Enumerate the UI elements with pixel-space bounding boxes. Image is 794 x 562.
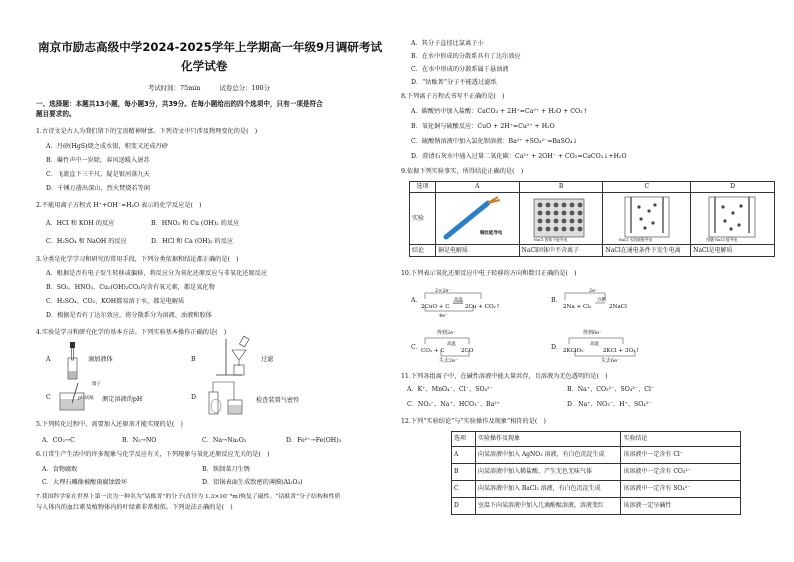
q3-option-a: A．根据是否有电子发生转移或偏移，将反应分为氧化还原反应与非氧化还原反应: [46, 270, 268, 277]
q9-exp-a: [435, 193, 519, 245]
liquid: [69, 371, 77, 379]
school-title: 南京市励志高级中学2024-2025学年上学期高一年级9月调研考试: [38, 40, 383, 54]
q6-option-b: B．铁制菜刀生锈: [202, 466, 250, 473]
q12-header-option: 选项: [452, 432, 476, 447]
q10-d-label: D．: [551, 344, 563, 351]
q11-option-b: B．Na⁺、CO₃²⁻、SO₄²⁻、Cl⁻: [567, 386, 655, 393]
q10-a-label: A．: [411, 297, 422, 304]
hand-icon: [211, 399, 221, 413]
q6-option-d: D．铝锅表面生成致密的薄膜(Al₂O₃): [202, 479, 303, 486]
q4-caption-b: 过滤: [261, 356, 274, 363]
q9-header-option: 选项: [410, 182, 436, 193]
q9-exp-b: [519, 193, 603, 245]
q4-caption-a: 滴加液体: [88, 356, 113, 363]
q10-d-lhs: 2KClO₃: [563, 348, 584, 354]
q5-option-c: C．Na→Na₂O₂: [202, 437, 247, 444]
q12-row-a-op: 向某溶液中加入 AgNO₃ 溶液，有白色沉淀生成: [475, 447, 620, 464]
img-label-a: 铜丝能导电: [479, 231, 503, 236]
q1-stem: 1.古诗文是古人为我们留下的宝贵精神财富。下列诗文中只涉及物理变化的是( ): [36, 128, 258, 135]
q12-row-c-conc: 该溶液中一定含有 SO₄²⁻: [621, 481, 741, 498]
q2-stem: 2.不能用离子方程式 H⁺+OH⁻=H₂O 表示的化学反应是( ): [36, 202, 202, 209]
q4-caption-d: 检查装置气密性: [256, 397, 300, 404]
q9-stem: 9.依据下列实验事实，所得结论正确的是( ): [401, 168, 524, 175]
table-row: [452, 498, 741, 515]
q3-option-b: B．SO₂、HNO₃、Cu₂(OH)₂CO₃均含有氧元素，都是氧化物: [46, 284, 215, 291]
q9-conclusion-c: NaCl在通电条件下发生电离: [603, 245, 691, 257]
q9-exp-d: [691, 193, 775, 245]
q4-label-d: D: [191, 394, 196, 401]
q9-header-d: D: [691, 182, 775, 193]
q12-row-a-opt: A: [452, 447, 476, 464]
beaker: [234, 365, 244, 375]
q9-table: [409, 181, 775, 257]
q5-option-d: D．Fe²⁺→Fe(OH)₃: [286, 437, 342, 444]
q8-option-c: C．硫酸钠溶液中加入氯化钡溶液：Ba²⁺ +SO₄²⁻=BaSO₄↓: [411, 138, 578, 145]
q7-option-d: D．“钴酞菁”分子不能透过滤纸: [411, 79, 497, 86]
copper-wire-image: [438, 195, 518, 243]
q9-header-b: B: [519, 182, 603, 193]
table-row: [452, 464, 741, 481]
q12-row-b-conc: 该溶液中一定含有 CO₃²⁻: [621, 464, 741, 481]
q10-c-rhs: 2CO: [461, 348, 474, 354]
q1-option-b: B．爆竹声中一岁除，春风送暖入屠苏: [46, 157, 150, 164]
q12-row-d-conc: 该溶液一定呈碱性: [621, 498, 741, 515]
img-label-c: NaCl 水溶液能导电: [618, 237, 653, 242]
exam-meta: 考试时间：75min 试卷总分：100分: [148, 84, 271, 92]
img-label-b: NaCl 固体不能导电: [533, 237, 568, 242]
q9-exp-c: [603, 193, 691, 245]
q8-option-b: B．氧化铜与硫酸反应：CuO + 2H⁺=Cu²⁺ + H₂O: [411, 123, 555, 130]
q3-option-c: C．H₂SO₄、CO₂、KOH都易溶于水，都是电解质: [46, 298, 185, 305]
q10-c-lhs: CO₂ + C: [421, 348, 445, 354]
q5-stem: 5.下列转化过程中，需要加入还原剂才能实现的是( ): [36, 421, 183, 428]
q10-a-lhs: 2CuO + C: [421, 304, 450, 310]
tweezers-label: 镊子: [92, 382, 101, 387]
q11-option-a: A．K⁺、MnO₄⁻、Cl⁻、SO₄²⁻: [407, 386, 493, 393]
q4-stem: 4.实验是学习和研究化学的基本方法。下列实验基本操作正确的是( ): [36, 329, 227, 336]
q10-a-bottom: 4e⁻: [439, 313, 448, 319]
q7-option-c: C．在水中形成的分散系属于悬浊液: [411, 66, 509, 73]
funnel: [232, 350, 246, 360]
q7-stem-2: 与人体内的血红素及植物体内的叶绿素非常相似。下列说法正确的是( ): [36, 504, 233, 511]
q6-stem: 6.日常生产生活中的许多现象与化学反应有关，下列现象与氧化还原反应无关的是( ): [36, 451, 270, 458]
q7-option-a: A．其分子直径比氯离子小: [411, 40, 484, 47]
q10-d-bottom: 失去6e⁻: [601, 358, 620, 364]
q1-option-d: D．千锤万凿出深山，烈火焚烧若等闲: [46, 185, 150, 192]
q6-option-a: A．食物腐败: [42, 466, 78, 473]
q9-conclusion-b: NaCl固体中不含离子: [519, 245, 603, 257]
q11-option-d: D．Na⁺、NO₃⁻、H⁺、SO₄²⁻: [567, 401, 652, 408]
dropper-bulb: [70, 342, 75, 348]
q2-option-a: A．HCl 和 KOH 的反应: [46, 220, 115, 227]
q8-option-d: D．澄清石灰水中通入过量二氧化碳：Ca²⁺ + 2OH⁻ + CO₂=CaCO₃↓+H₂O: [411, 153, 627, 160]
q10-b-lhs: 2Na + Cl₂: [563, 304, 592, 310]
q4-caption-c: 测定溶液的pH: [102, 396, 143, 403]
q12-table: [451, 431, 741, 515]
q7-stem: 7.我国科学家在世界上第一次为一种名为“钴酞菁”的分子(直径为 1.3×10⁻⁹m)恢复了磁性。“钴酞菁”分子结构和性质: [36, 494, 341, 500]
q10-c-cond: 高温: [447, 342, 456, 347]
q9-conclusion-d: NaCl是电解质: [691, 245, 775, 257]
q9-header-c: C: [603, 182, 691, 193]
q8-stem: 8.下列离子方程式书写不正确的是( ): [401, 93, 505, 100]
q1-option-a: A．丹砂(HgS)烧之成水银，积变又还成丹砂: [46, 143, 168, 150]
q12-header-conc: 实验结论: [621, 432, 741, 447]
q10-d-cond: 高温: [590, 342, 599, 347]
q9-row-conclusion-label: 结论: [410, 245, 436, 257]
q12-row-b-op: 向某溶液中加入稀盐酸，产生无色无味气体: [475, 464, 620, 481]
q3-stem: 3.分类是化学学习和研究的常用手段，下列分类依据和结论都正确的是( ): [36, 256, 239, 263]
table-row: [452, 481, 741, 498]
q8-option-a: A．碳酸钙中加入盐酸：CaCO₃ + 2H⁺=Ca²⁺ + H₂O + CO₂↑: [411, 108, 588, 115]
section-intro: 一、选择题：本题共13小题，每小题3分，共39分。在每小题给出的四个选项中，只有一项是符合: [36, 100, 323, 108]
q10-c-bottom: 失去2e⁻: [439, 358, 458, 364]
q10-b-top: 2e⁻: [589, 288, 598, 294]
q5-option-a: A．CO₂→C: [42, 437, 75, 444]
q9-header-a: A: [435, 182, 519, 193]
table-row: [452, 447, 741, 464]
q12-row-c-opt: C: [452, 481, 476, 498]
q5-option-b: B．N₂→NO: [122, 437, 157, 444]
q2-option-d: D．HCl 和 Ca (OH)₂ 的反应: [151, 238, 234, 245]
q10-c-top: 得到2e⁻: [437, 330, 456, 336]
q4-label-c: C: [46, 394, 51, 401]
q1-option-c: C．飞流直下三千尺，疑是银河落九天: [46, 171, 150, 178]
q11-option-c: C．NO₃⁻、Na⁺、HCO₃⁻、Ba²⁺: [407, 401, 501, 408]
q2-option-b: B．HNO₃ 和 Cu (OH)₂ 的反应: [151, 220, 240, 227]
q10-a-rhs: 2Cu + CO₂↑: [465, 304, 501, 310]
q10-a-cond: 高温: [454, 298, 463, 303]
q11-stem: 11.下列各组离子中，在碱性溶液中能大量共存，且溶液为无色透明的是( ): [401, 373, 608, 380]
q6-option-c: C．大理石雕像被酸雨腐蚀毁坏: [42, 479, 128, 486]
q12-row-d-opt: D: [452, 498, 476, 515]
subject-title: 化学试卷: [181, 59, 228, 73]
filter-figure: [206, 337, 256, 377]
q9-conclusion-a: 铜是电解质: [435, 245, 519, 257]
q4-label-b: B: [191, 356, 196, 363]
q10-b-rhs: 2NaCl: [609, 304, 627, 310]
q12-header-op: 实验操作及现象: [475, 432, 620, 447]
q2-option-c: C．H₂SO₄ 和 NaOH 的反应: [46, 238, 127, 245]
img-label-d: 熔融 NaCl 能导电: [706, 237, 738, 242]
q12-row-b-opt: B: [452, 464, 476, 481]
q12-row-d-op: 室温下向某溶液中加入几滴酚酞溶液，溶液变红: [475, 498, 620, 515]
airtight-figure: [206, 378, 254, 418]
q12-row-a-conc: 该溶液中一定含有 Cl⁻: [621, 447, 741, 464]
q10-b-cond: 点燃: [597, 298, 606, 303]
q10-a-top: 2×2e⁻: [435, 288, 452, 294]
q10-c-label: C．: [411, 344, 422, 351]
ph-paper-label: pH试纸: [78, 396, 94, 401]
q7-option-b: B．在水中形成的分散系具有丁达尔效应: [411, 53, 521, 60]
q10-stem: 10.下列表示氧化还原反应中电子转移的方向和数目正确的是( ): [401, 270, 577, 277]
q4-label-a: A: [46, 356, 51, 363]
q10-b-label: B．: [551, 297, 562, 304]
q3-option-d: D．根据是否有丁达尔效应，将分散系分为溶液、浊液和胶体: [46, 312, 212, 319]
q10-d-rhs: 2KCl + 3O₂↑: [603, 348, 640, 354]
section-intro-2: 题目要求的。: [36, 110, 76, 118]
q12-stem: 12.下列“实验结论”与“实验操作及现象”相符的是( ): [401, 418, 546, 425]
q9-row-experiment-label: 实验: [410, 193, 436, 245]
q10-d-top: 得到6e⁻: [583, 330, 602, 336]
q12-row-c-op: 向某溶液中加入 BaCl₂ 溶液，有白色沉淀生成: [475, 481, 620, 498]
